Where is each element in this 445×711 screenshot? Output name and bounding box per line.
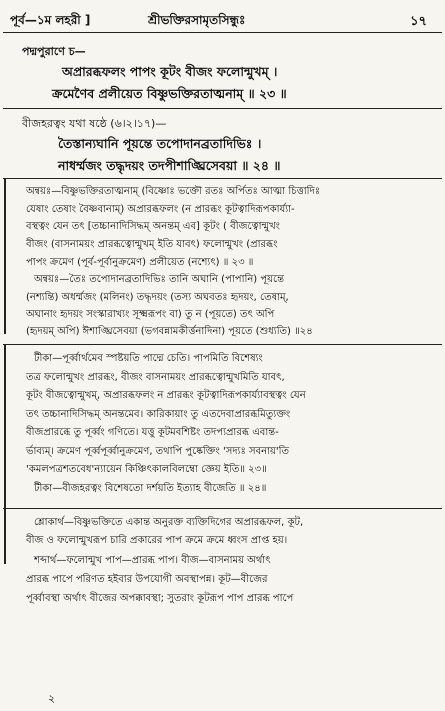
shlokartha-line: শ্লোকার্থ—বিষ্ণুভক্তিতে একান্ত অনুরক্ত ব্যক্তিদিগের অপ্রারব্ধফল, কূট,	[34, 517, 304, 528]
verse-23-line-2: ক্রমেণৈব প্রলীয়েত বিষ্ণুভক্তিরতাত্মনাম্ ॥ ২৩ ॥	[52, 86, 287, 101]
shlokartha-line: বীজ ও ফলোন্মুখরূপ চারি প্রকারের পাপ ক্রমে ক্রমে ধ্বংস প্রাপ্ত হয়।	[26, 535, 288, 546]
separator-rule	[3, 508, 442, 509]
margin-bar	[4, 178, 6, 334]
anvaya-line: পাপং ক্রমেণ (পূর্ব-পূর্বানুক্রমেণ) প্রলীয়েত (নশ্যেৎ) ॥ ২৩ ॥	[26, 257, 254, 268]
verse-23-line-1: অপ্রারব্ধফলং পাপং কূটং বীজং ফলোন্মুখম্ ।	[62, 64, 278, 79]
header-rule	[3, 32, 442, 33]
separator-rule	[3, 108, 442, 109]
anvaya-line: অন্বয়ঃ—তৈঃ তপোদানব্রতাদিভিঃ তানি অঘানি (পাপানি) পূয়ন্তে	[34, 274, 284, 285]
anvaya-line: বস্থত্বং যেন তৎ [তচ্চানাদিসিদ্ধম্ অনন্তম্ এব] কূটং ( বীজত্বোন্মুখং	[26, 221, 280, 232]
separator-rule	[3, 178, 442, 179]
header-chapter: পূর্ব—১ম লহরী ]	[10, 13, 91, 27]
anvaya-line: বীজং (বাসনাময়ং প্রারব্ধত্বোন্মুখম্ ইতি যাবৎ) ফলোন্মুখং (প্রারব্ধং	[26, 239, 278, 250]
separator-rule	[3, 344, 442, 345]
margin-bar	[4, 344, 6, 564]
source-citation: পদ্মপুরাণে চ—	[22, 45, 86, 58]
verse-24-line-2: নাধর্ম্মজং তদ্ধৃদয়ং তদপীশাঙ্ঘ্রিসেবয়া ॥ ২৪ ॥	[58, 158, 281, 173]
tika-line: 'কমলপত্রশতবেধ'ন্যায়েন কিঞ্চিৎকালবিলম্বো জ্ঞেয় ইতি॥ ২৩॥	[26, 464, 267, 475]
source-citation: বীজহরত্বং যথা ষষ্ঠে (৬।২।১৭)—	[22, 117, 167, 130]
shabdartha-line: পূর্ব্বাবস্থা অর্থাৎ বীজের অপক্কাবস্থা; সুতরাং কূটরূপ পাপ প্রারব্ধ পাপে	[26, 593, 294, 604]
tika-line: বীজপ্রারব্ধে তু পূর্ব্বং গণিতে। যত্তু কূটমবশিষ্টং তদপ্যপ্রারব্ধ এবান্ত-	[26, 427, 279, 438]
tika-line: র্ভাব্যম্। ক্রমেণ পূর্ব্বপূর্ব্বানুক্রমেণ, তথাপি পুষ্কেক্তিং 'সদ্যঃ সবনায়'তি	[26, 446, 290, 457]
tika-line: টীকা—পূর্ব্বার্থমেব স্পষ্টয়তি পাদ্মে চেতি। পাপমিতি বিশেষ্যং	[34, 353, 263, 364]
running-header	[10, 10, 435, 30]
anvaya-line: যেষাং তেষাং বৈষ্ণবানাম্) অপ্রারব্ধফলং (ন প্রারব্ধং কূটত্বাদিরূপকার্য্যা-	[26, 204, 295, 215]
tika-line: কূটং বীজত্বোন্মুখম্, অপ্রারব্ধফলং ন প্রারব্ধং কূটত্বাদিরূপকার্য্যাবস্থত্বং যেন	[26, 390, 306, 401]
signature-mark: ২	[48, 692, 56, 705]
shabdartha-line: শব্দার্থ—ফলোন্মুখ পাপ—প্রারব্ধ পাপ। বীজ—বাসনাময় অর্থাৎ	[34, 555, 271, 566]
verse-24-line-1: তৈস্তান্যঘানি পূয়ন্তে তপোদানব্রতাদিভিঃ ।	[58, 136, 262, 151]
anvaya-line: (নশ্যন্তি) অধর্ম্মজং (মলিনং) তদ্ধৃদয়ং (তস্য অঘবতঃ হৃদয়ং, তেষাম্,	[26, 292, 289, 303]
tika-line: তৎ তচ্চানাদিসিদ্ধম্ অনন্তমেব। কারিকায়াং তু এতদেবাপ্রারব্ধমিত্যুক্তং	[26, 409, 291, 420]
tika-line: তত্র ফলোন্মুখং প্রারব্ধং, বীজং বাসনাময়ং প্রারব্ধত্বোন্মুখমিতি যাবৎ,	[26, 372, 285, 383]
tika-line: টীকা—বীজহরত্বং বিশেষতো দর্শয়তি ইত্যাহ বীজেতি ॥ ২৪॥	[34, 483, 267, 494]
shabdartha-line: প্রারব্ধ পাপে পরিণত হইবার উপযোগী অবস্থাপন্ন। কূট—বীজের	[26, 574, 268, 585]
anvaya-line: (হৃদয়ম্ অপি) ঈশাঙ্ঘ্রিসেবয়া (ভগবন্নামকীর্ত্তনাদিনা) পূয়তে (শুধ্যতি) ॥২৪	[26, 326, 313, 337]
header-book-title: শ্রীভক্তিরসামৃতসিন্ধুঃ	[148, 13, 246, 27]
anvaya-line: অঘানাং হৃদয়ং সংস্কারাখ্যং সূক্ষ্মরূপং বা) তু ন (পূয়তে) তৎ অপি	[26, 309, 275, 320]
anvaya-line: অন্বয়ঃ—বিষ্ণুভক্তিরতাত্মনাম্ (বিষ্ণোঃ ভক্তৌ রতঃ অর্পিতঃ আত্মা চিত্তাদিঃ	[26, 186, 321, 197]
page-number: ১৭	[410, 14, 427, 29]
